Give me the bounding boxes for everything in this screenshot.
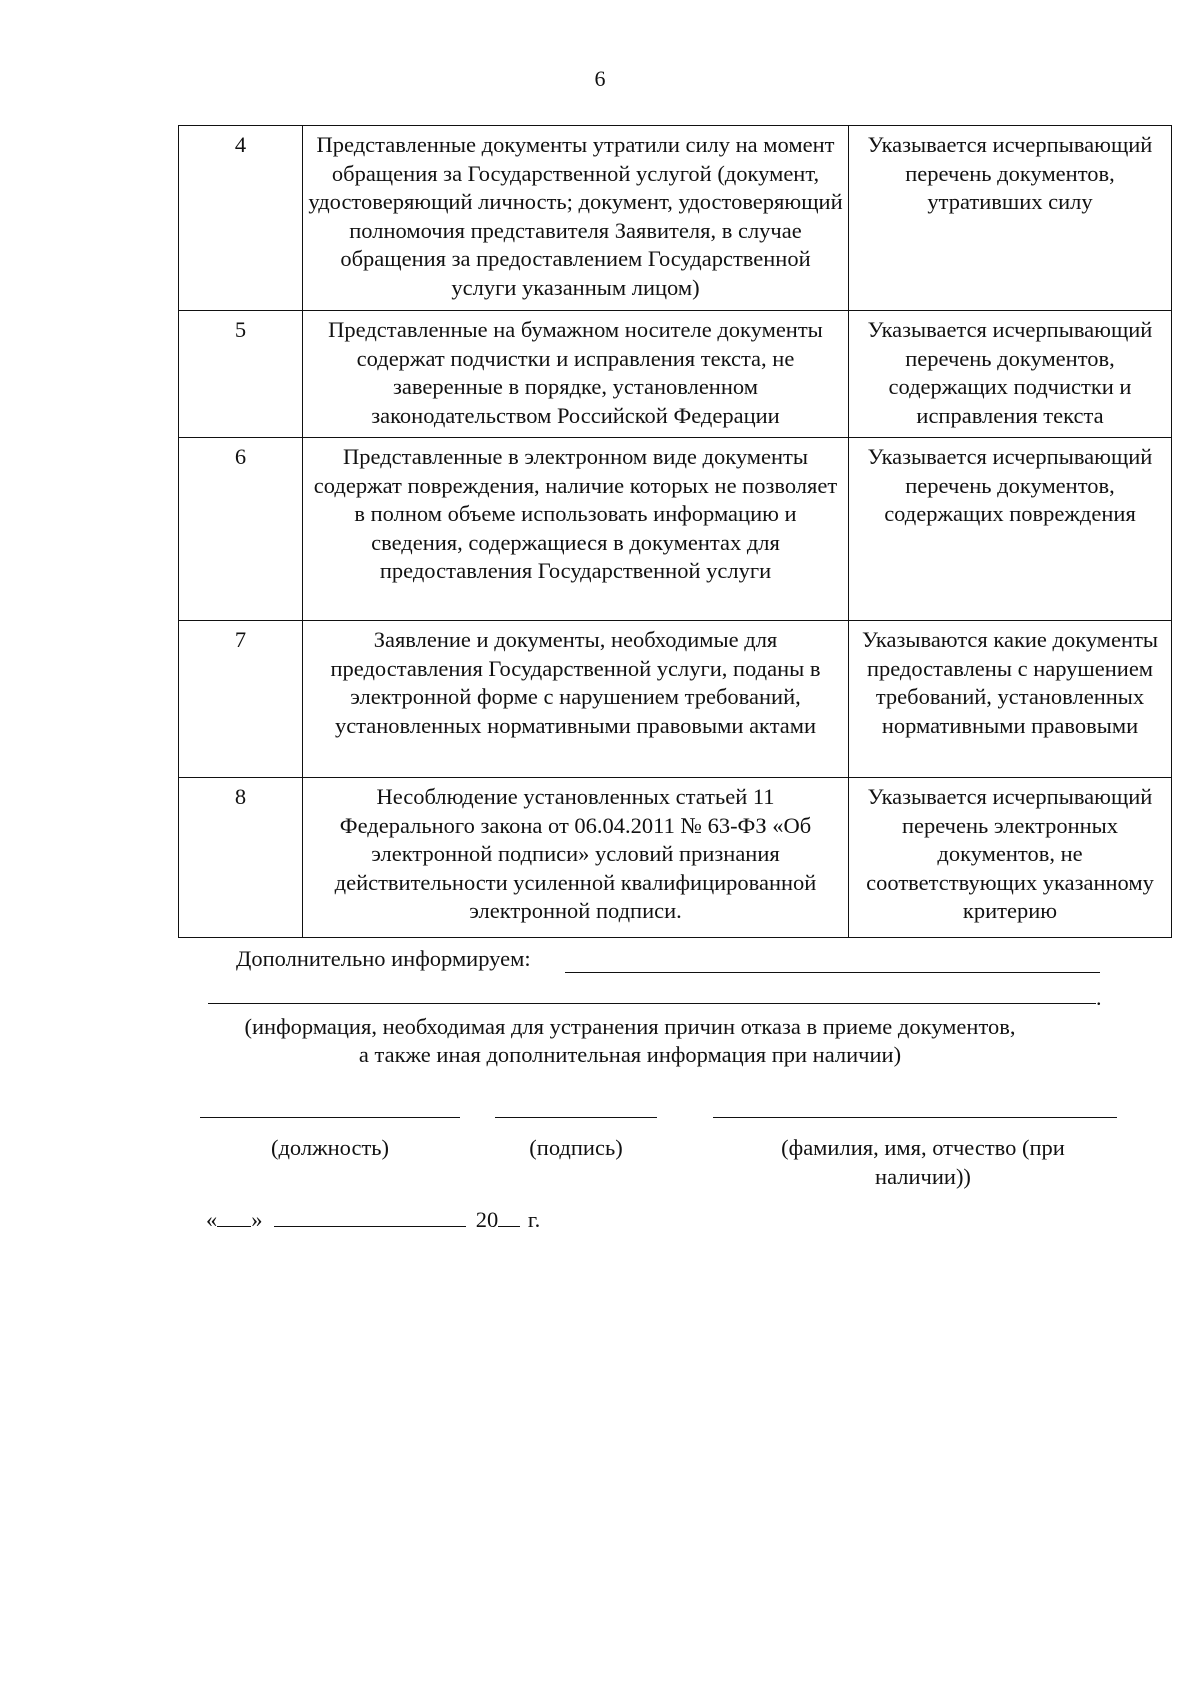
full-name-label: (фамилия, имя, отчество (при наличии)) <box>781 1135 1065 1189</box>
additional-info-fill-line-2[interactable] <box>208 1003 1096 1004</box>
additional-info-fill-line[interactable] <box>565 972 1100 973</box>
signature-label: (подпись) <box>529 1135 623 1160</box>
date-open-quote: « <box>206 1207 218 1232</box>
row-number: 5 <box>179 311 303 438</box>
reason-explanation: Указывается исчерпывающий перечень документов, содержащих повреждения <box>849 438 1172 621</box>
refusal-reason: Заявление и документы, необходимые для предоставления Государственной услуги, поданы в электронной форме с нарушением требований, установленных нормативными правовыми актами <box>303 621 849 778</box>
full-name-signature-line[interactable] <box>713 1117 1117 1118</box>
refusal-reason: Несоблюдение установленных статьей 11 Федерального закона от 06.04.2011 № 63-ФЗ «Об электронной подписи» условий признания действительности усиленной квалифицированной электронной подписи. <box>303 778 849 938</box>
refusal-reasons-table <box>178 125 1172 938</box>
refusal-reason: Представленные документы утратили силу на момент обращения за Государственной услугой (документ, удостоверяющий личность; документ, удостоверяющий полномочия представителя Заявителя, в случае обращения за предоставлением Государственной услуги указанным лицом) <box>303 126 849 311</box>
row-number: 4 <box>179 126 303 311</box>
row-number: 7 <box>179 621 303 778</box>
table-row <box>179 778 1172 938</box>
additional-info-caption-line1: (информация, необходимая для устранения причин отказа в приеме документов, <box>244 1014 1016 1039</box>
additional-info-caption-line2: а также иная дополнительная информация при наличии) <box>358 1042 902 1067</box>
date-field <box>206 1206 540 1233</box>
date-month-blank[interactable] <box>274 1206 466 1227</box>
date-year-prefix: 20 <box>475 1207 499 1232</box>
date-year-blank[interactable] <box>498 1206 520 1227</box>
position-label: (должность) <box>270 1135 390 1160</box>
refusal-reason: Представленные на бумажном носителе документы содержат подчистки и исправления текста, не заверенные в порядке, установленном законодательством Российской Федерации <box>303 311 849 438</box>
date-close-quote: » <box>251 1207 263 1232</box>
table-row <box>179 311 1172 438</box>
table-row <box>179 126 1172 311</box>
reason-explanation: Указывается исчерпывающий перечень документов, содержащих подчистки и исправления текста <box>849 311 1172 438</box>
reason-explanation: Указывается исчерпывающий перечень электронных документов, не соответствующих указанному критерию <box>849 778 1172 938</box>
additional-info-end-mark: . <box>1096 985 1102 1010</box>
row-number: 6 <box>179 438 303 621</box>
reason-explanation: Указывается исчерпывающий перечень документов, утративших силу <box>849 126 1172 311</box>
table-row <box>179 438 1172 621</box>
table-row <box>179 621 1172 778</box>
reason-explanation: Указываются какие документы предоставлены с нарушением требований, установленных нормативными правовыми <box>849 621 1172 778</box>
row-number: 8 <box>179 778 303 938</box>
additional-info-label: Дополнительно информируем: <box>236 946 531 971</box>
refusal-reason: Представленные в электронном виде документы содержат повреждения, наличие которых не позволяет в полном объеме использовать информацию и сведения, содержащиеся в документах для предоставления Государственной услуги <box>303 438 849 621</box>
date-year-suffix: г. <box>527 1207 541 1232</box>
date-day-blank[interactable] <box>217 1206 251 1227</box>
position-signature-line[interactable] <box>200 1117 460 1118</box>
signature-line[interactable] <box>495 1117 657 1118</box>
page-number: 6 <box>594 66 606 91</box>
